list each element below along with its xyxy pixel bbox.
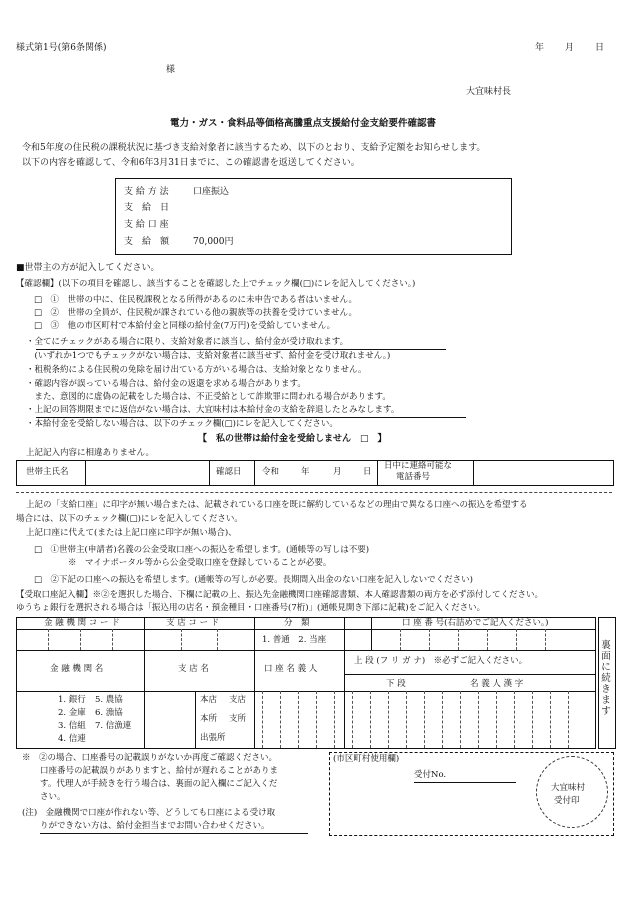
bank-type-6[interactable]: 6. 漁協 — [95, 708, 123, 718]
change-para-3: 上記口座に代えて(または上記口座に印字が無い場合)、 — [26, 528, 237, 538]
category-header: 分 類 — [284, 618, 310, 628]
receipt-no-line — [414, 782, 516, 783]
office-use-label: (市区町村使用欄) — [333, 754, 400, 764]
decline-line[interactable]: 【 私の世帯は給付金を受給しません □ 】 — [198, 434, 387, 444]
phone-label-2: 電話番号 — [396, 472, 431, 482]
householder-name-input[interactable] — [88, 462, 206, 482]
confirm-item-3[interactable]: □ ③ 他の市区町村で本給付金と同様の給付金(7万円)を受給していません。 — [34, 321, 336, 331]
continue-note: 裏面に続きます — [601, 640, 611, 717]
kanji-label: 名 義 人 漢 字 — [470, 679, 524, 689]
bank-type-7[interactable]: 7. 信漁連 — [95, 721, 132, 731]
receipt-no-label: 受付No. — [414, 770, 447, 780]
fill-heading: 【受取口座記入欄】※②を選択した場合、下欄に記載の上、振込先金融機関口座確認書類、本人確認書類の両方を必ず添付してください。 — [16, 590, 544, 600]
branch-type-shisho[interactable]: 支所 — [229, 714, 247, 724]
note-4: ・確認内容が誤っている場合は、給付金の返還を求める場合があります。 — [26, 379, 306, 389]
account-number-header: 口 座 番 号(右詰めでご記入ください。) — [402, 618, 549, 628]
bank-type-4[interactable]: 4. 信連 — [58, 734, 86, 744]
era-label: 令和 — [262, 467, 280, 477]
date-field: 年 月 日 — [535, 43, 611, 53]
bank-code-header: 金 融 機 関 コ ー ド — [44, 618, 120, 628]
footer-note-2-underline — [40, 833, 308, 834]
no-error-line: 上記記入内容に相違ありません。 — [26, 448, 155, 458]
footer-note-1c: す。代理人が手続きを行う場合は、裏面の記入欄にご記入くだ — [40, 779, 278, 789]
pay-date-label: 支 給 日 — [124, 203, 170, 213]
option-2[interactable]: □ ②下記の口座への振込を希望します。(通帳等の写しが必要。長期間入出金のない口座を記入しないでください) — [34, 575, 473, 585]
bank-type-5[interactable]: 5. 農協 — [95, 695, 123, 705]
change-para-1: 上記の「支給口座」に印字が無い場合または、記載されている口座を既に解約しているなどの理由で異なる口座への振込を希望する — [26, 500, 528, 510]
category-options[interactable]: 1. 普通 2. 当座 — [262, 635, 327, 645]
day-label[interactable]: 日 — [363, 467, 372, 477]
month-label[interactable]: 月 — [333, 467, 342, 477]
method-value: 口座振込 — [193, 187, 230, 197]
note-6-underline — [36, 417, 466, 418]
bank-type-2[interactable]: 2. 金庫 — [58, 708, 86, 718]
change-para-2: 場合には、以下のチェック欄(□)にレを記入してください。 — [16, 514, 243, 524]
householder-name-label: 世帯主氏名 — [26, 467, 69, 477]
stamp-line-2: 受付印 — [554, 796, 580, 806]
branch-type-shucchojo[interactable]: 出張所 — [200, 733, 226, 743]
phone-input[interactable] — [476, 462, 610, 482]
branch-type-honten[interactable]: 本店 — [200, 695, 218, 705]
note-1-underline — [36, 349, 446, 350]
branch-type-shiten[interactable]: 支店 — [229, 695, 247, 705]
note-3: ・租税条約による住民税の免除を届け出ている方がいる場合は、支給対象となりません。 — [26, 365, 367, 375]
note-1-text: ・全てにチェックがある場合に限り、支給対象者に該当し、給付金が受け取れます。 — [26, 337, 349, 347]
confirm-heading: 【確認欄】(以下の項目を確認し、該当することを確認した上でチェック欄(□)にレを記入してください。) — [16, 279, 416, 289]
note-6: ・上記の回答期限までに返信がない場合は、大宜味村は本給付金の支給を辞退したとみなします。 — [26, 405, 400, 415]
addressee-suffix: 様 — [166, 65, 176, 75]
branch-code-header: 支 店 コ ー ド — [166, 618, 220, 628]
stamp-line-1: 大宜味村 — [551, 783, 586, 793]
footer-note-1d: さい。 — [40, 792, 66, 802]
section-divider — [16, 492, 612, 493]
confirm-item-1[interactable]: □ ① 世帯の中に、住民税課税となる所得があるのに未申告である者はいません。 — [34, 295, 358, 305]
upper-row-label: 上 段 (フ リ ガ ナ) ※必ずご記入ください。 — [354, 656, 528, 666]
footer-note-1b: 口座番号の記載誤りがありますと、給付が遅れることがありま — [40, 766, 279, 776]
footer-note-2a: (注) 金融機関で口座が作れない等、どうしても口座による受け取 — [22, 808, 276, 818]
bank-name-header: 金 融 機 関 名 — [50, 664, 104, 674]
bank-type-1[interactable]: 1. 銀行 — [58, 695, 86, 705]
lower-row-label: 下 段 — [386, 679, 406, 689]
sender: 大宜味村長 — [466, 87, 512, 97]
option-1-note: ※ マイナポータル等から公金受取口座を登録していることが必要。 — [68, 558, 332, 568]
holder-name-header: 口 座 名 義 人 — [264, 664, 318, 674]
branch-name-header: 支 店 名 — [178, 664, 209, 674]
note-7: ・本給付金を受給しない場合は、以下のチェック欄(□)にレを記入してください。 — [26, 419, 338, 429]
branch-type-honsho[interactable]: 本所 — [200, 714, 218, 724]
amount-value: 70,000円 — [193, 237, 234, 247]
document-title: 電力・ガス・食料品等価格高騰重点支援給付金支給要件確認書 — [170, 118, 437, 129]
method-label: 支 給 方 法 — [124, 187, 169, 197]
form-number: 様式第1号(第6条関係) — [16, 43, 107, 53]
account-label: 支 給 口 座 — [124, 220, 169, 230]
yucho-note: ゆうちょ銀行を選択される場合は「振込用の店名・預金種目・口座番号(7桁)」(通帳見開き下部に記載)をご記入ください。 — [16, 603, 486, 613]
confirm-item-2[interactable]: □ ② 世帯の全員が、住民税が課されている他の親族等の扶養を受けていません。 — [34, 308, 358, 318]
intro-line-1: 令和5年度の住民税の課税状況に基づき支給対象者に該当するため、以下のとおり、支給予定額をお知らせします。 — [22, 143, 486, 153]
bank-type-3[interactable]: 3. 信組 — [58, 721, 86, 731]
option-1[interactable]: □ ①世帯主(申請者)名義の公金受取口座への振込を希望します。(通帳等の写しは不要) — [34, 545, 370, 555]
note-5: また、意図的に虚偽の記載をした場合は、不正受給として詐欺罪に問われる場合があります。 — [26, 392, 391, 402]
confirm-date-label: 確認日 — [216, 467, 242, 477]
note-1 — [26, 337, 348, 348]
footer-note-2b: りができない方は、給付金担当までお問い合わせください。 — [40, 821, 270, 831]
year-label[interactable]: 年 — [301, 467, 310, 477]
intro-line-2: 以下の内容を確認して、令和6年3月31日までに、この確認書を返送してください。 — [22, 158, 360, 168]
footer-note-1a: ※ ②の場合、口座番号の記載誤りがないか再度ご確認ください。 — [22, 753, 278, 763]
payment-info-box — [115, 178, 512, 255]
householder-heading: ■世帯主の方が記入してください。 — [16, 263, 160, 273]
amount-label: 支 給 額 — [124, 237, 170, 247]
note-2: (いずれか1つでもチェックがない場合は、支給対象者に該当せず、給付金を受け取れません。) — [26, 351, 391, 361]
phone-label-1: 日中に連絡可能な — [384, 461, 453, 471]
